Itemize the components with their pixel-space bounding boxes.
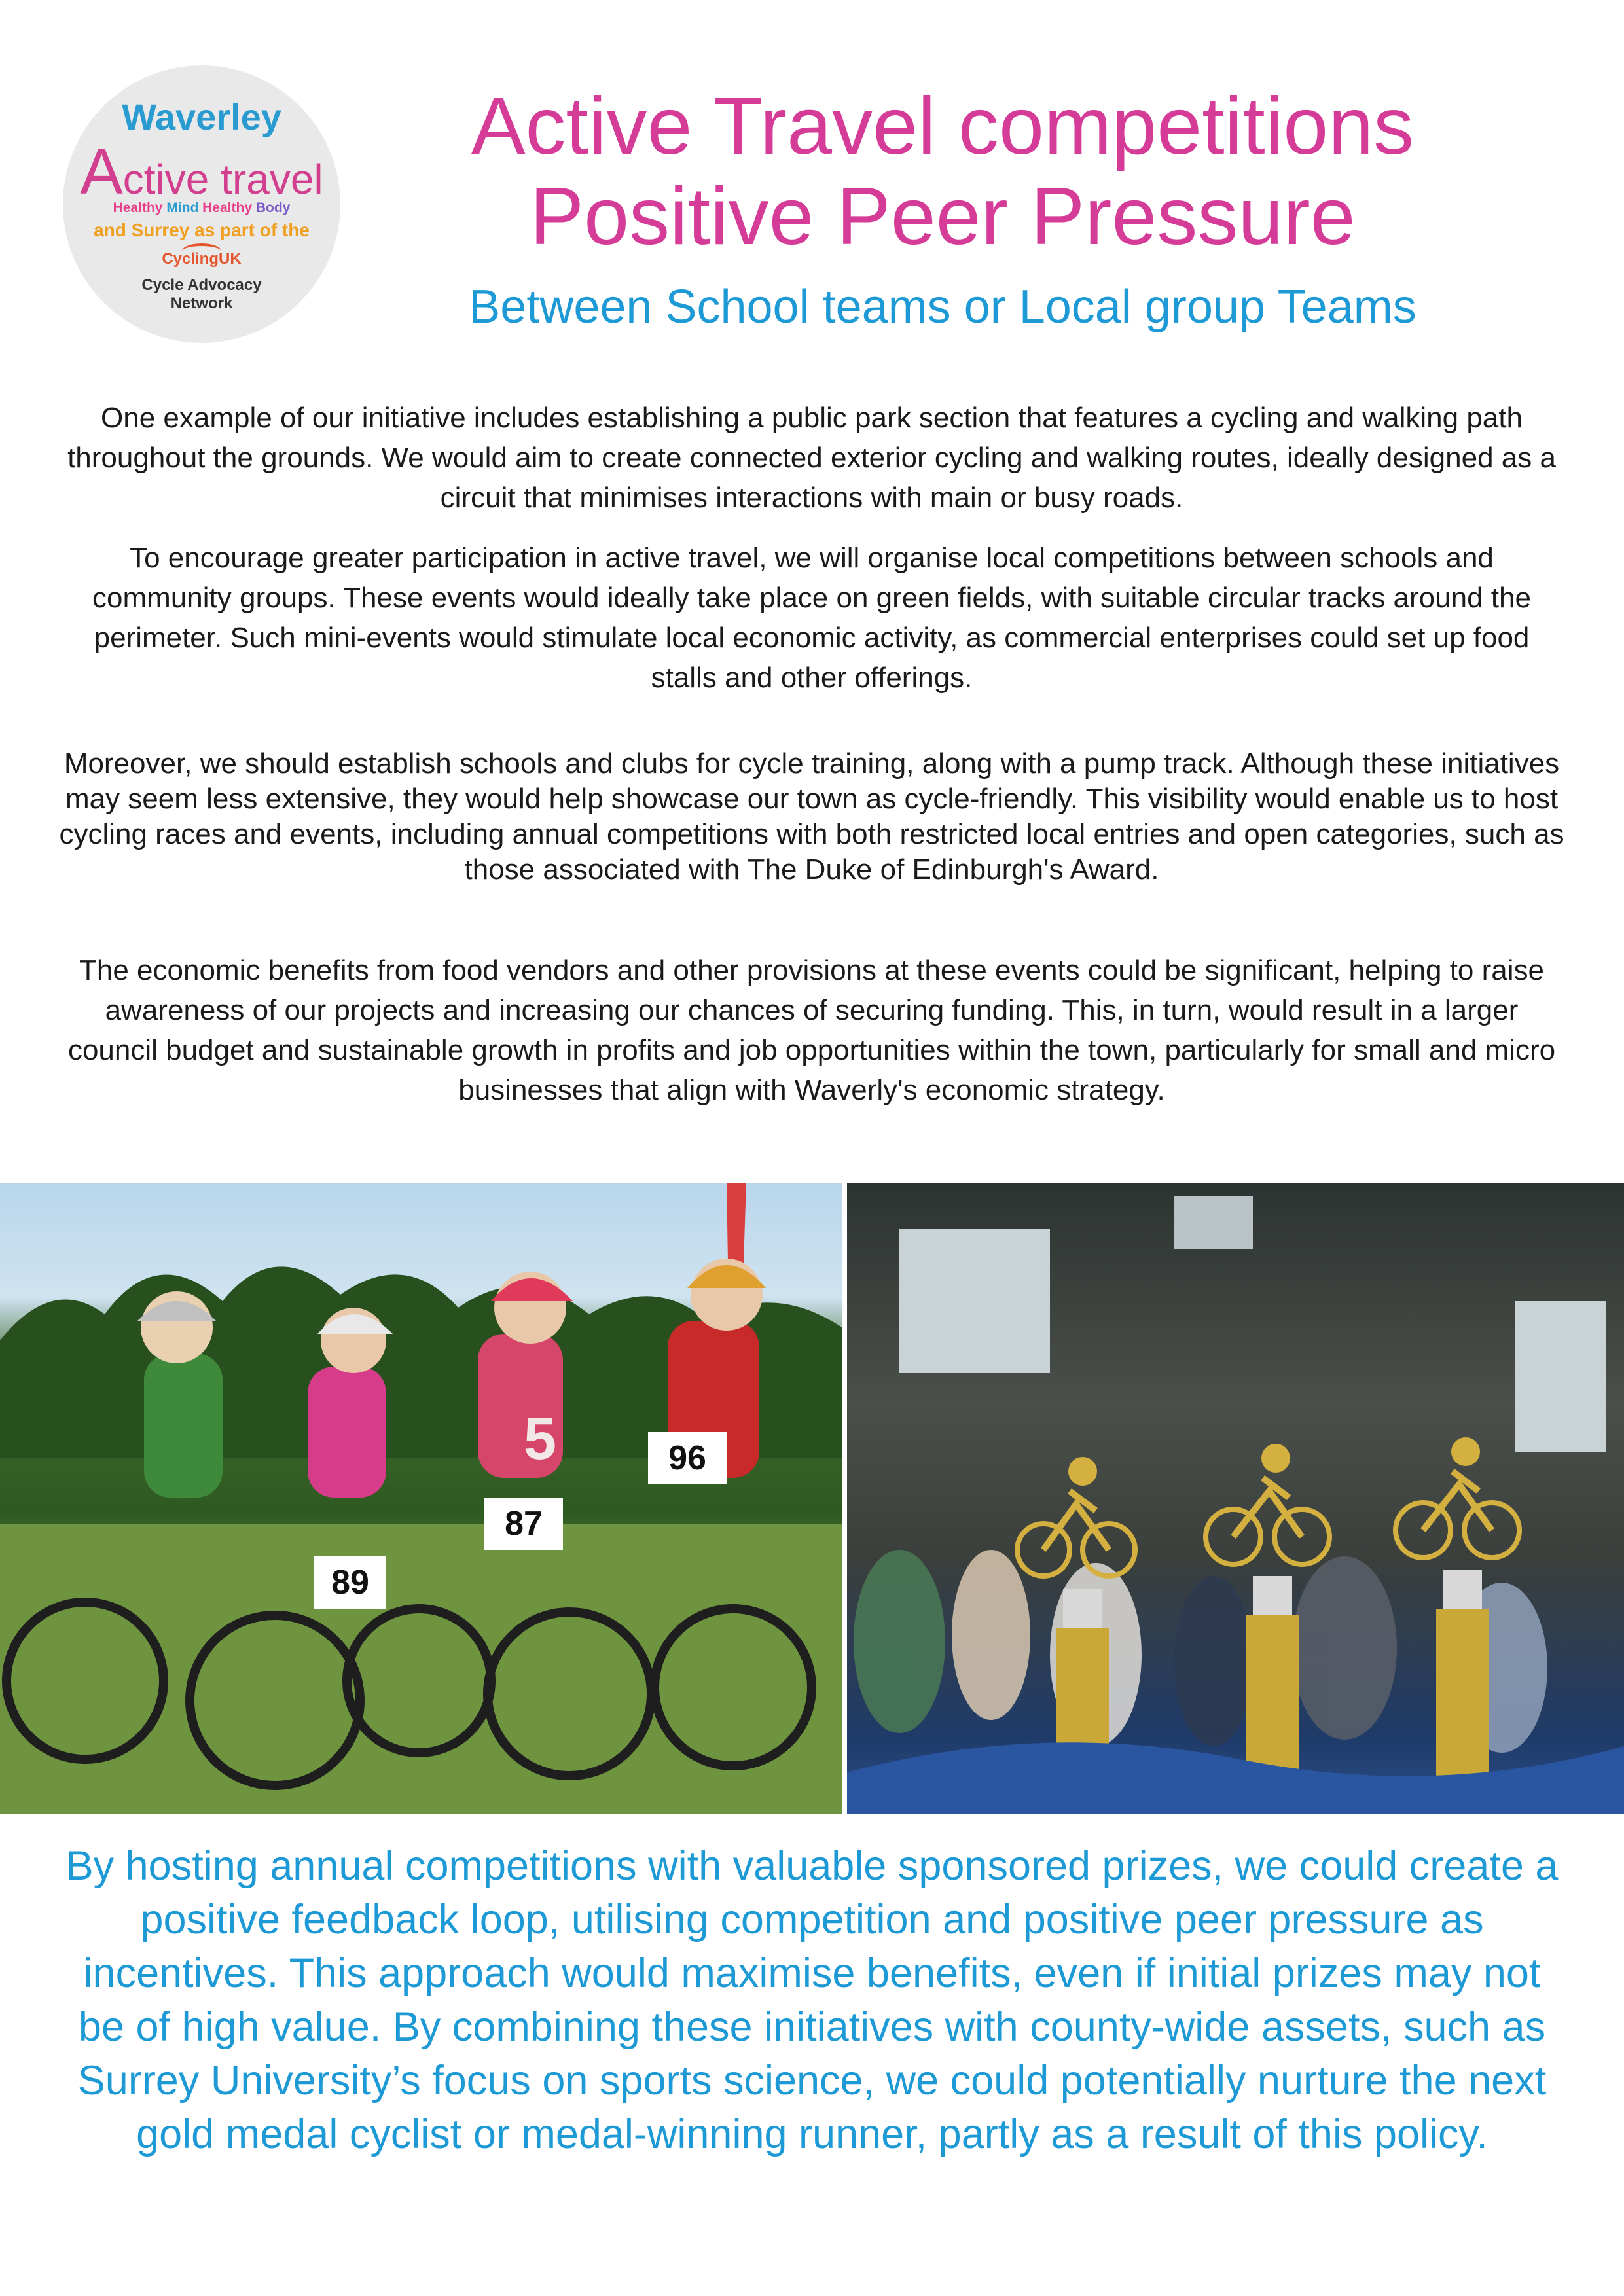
logo-waverley-text: Waverley bbox=[122, 96, 281, 137]
logo-cyclinguk-text: CyclingUK bbox=[162, 250, 242, 268]
closing-statement: By hosting annual competitions with valuable sponsored prizes, we could create a positive feedback loop, utilising competition and positive peer pressure as incentives. This approach would maximise benefits, even if initial prizes may not be of high value. By combining these initiatives with county-wide assets, such as Surrey University’s focus on sports science, we could potentially nurture the next gold medal cyclist or medal-winning runner, partly as a result of this policy. bbox=[65, 1843, 1559, 2157]
race-number-plate: 96 bbox=[648, 1432, 727, 1484]
title-line-2: Positive Peer Pressure bbox=[530, 171, 1356, 262]
logo-network-text: Cycle Advocacy Network bbox=[141, 276, 262, 312]
title-line-1: Active Travel competitions bbox=[471, 81, 1415, 171]
photo-strip bbox=[0, 1183, 1624, 1814]
kids-cycling-race-photo bbox=[0, 1183, 842, 1814]
paragraph-cycle-training: Moreover, we should establish schools and clubs for cycle training, along with a pump track. Although these initiatives may seem less extensive, they would help showcase our town as cycle-friendly. This visibility would enable us to host cycling races and events, including annual competitions with both restricted local entries and open categories, such as those associated with The Duke of Edinburgh's Award. bbox=[59, 747, 1564, 886]
race-number-plate: 87 bbox=[484, 1498, 563, 1550]
page-title bbox=[393, 81, 1492, 262]
logo-active-travel-text: Active travel bbox=[80, 135, 323, 207]
waverley-active-travel-logo bbox=[63, 65, 340, 343]
cycling-trophies-photo bbox=[847, 1183, 1624, 1814]
paragraph-park-path: One example of our initiative includes establishing a public park section that features a cycling and walking path throughout the grounds. We would aim to create connected exterior cycling and walking routes, ideally designed as a circuit that minimises interactions with main or busy roads. bbox=[67, 402, 1556, 514]
logo-surrey-text: and Surrey as part of the bbox=[94, 220, 310, 240]
race-number-plate: 89 bbox=[314, 1556, 386, 1609]
paragraph-economic-benefits: The economic benefits from food vendors and other provisions at these events could be significant, helping to raise awareness of our projects and increasing our chances of securing funding. This, in turn, would result in a larger council budget and sustainable growth in profits and job opportunities within the town, particularly for small and micro businesses that align with Waverly's economic strategy. bbox=[67, 954, 1556, 1106]
jersey-number: 5 bbox=[524, 1407, 557, 1472]
page-subtitle: Between School teams or Local group Teams bbox=[469, 281, 1416, 333]
logo-tagline: Healthy Mind Healthy Body bbox=[113, 200, 291, 215]
paragraph-local-competitions: To encourage greater participation in active travel, we will organise local competitions between schools and community groups. These events would ideally take place on green fields, with suitable circular tracks around the perimeter. Such mini-events would stimulate local economic activity, as commercial enterprises could set up food stalls and other offerings. bbox=[92, 542, 1531, 694]
